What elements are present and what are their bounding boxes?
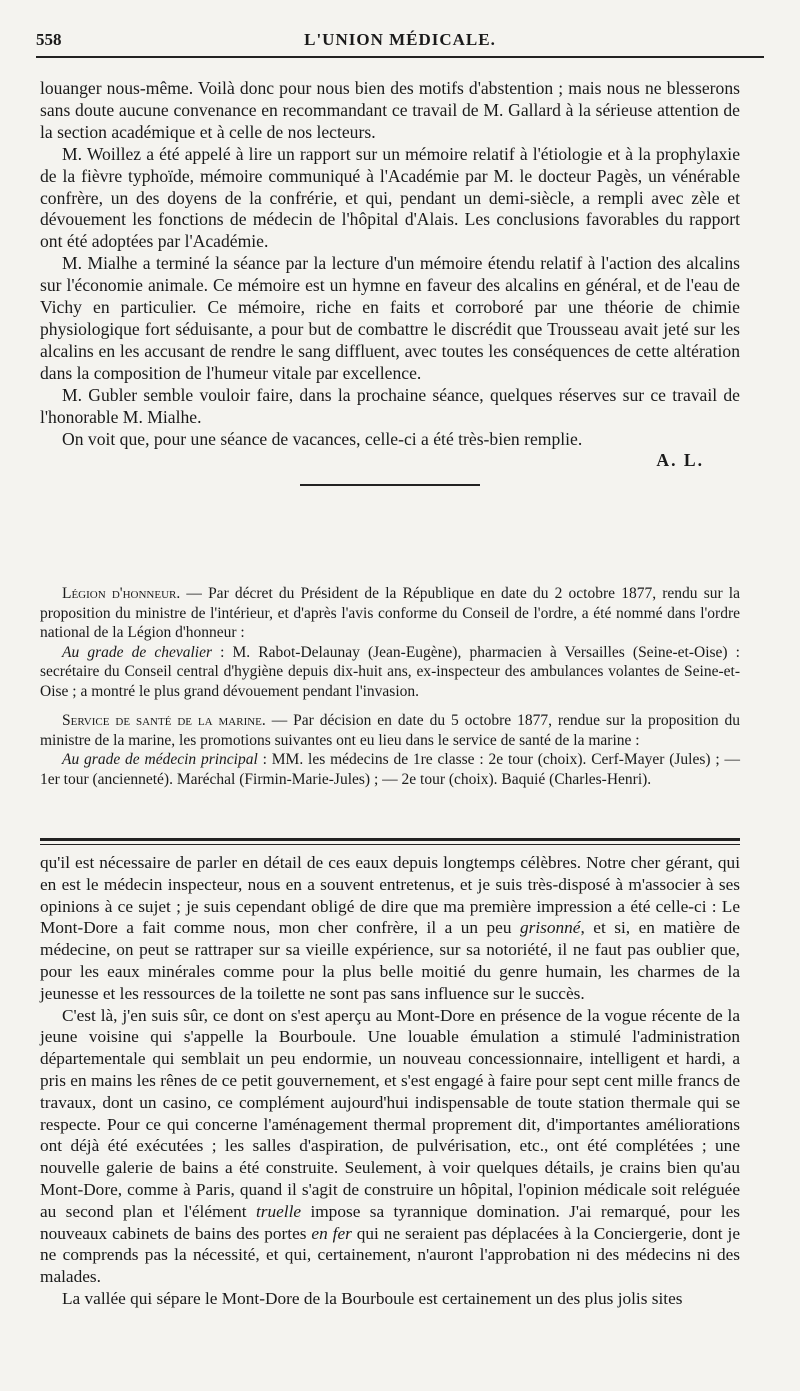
paragraph-mont-dore: qu'il est nécessaire de parler en détail de ces eaux depuis longtemps célèbres. Notre cher gérant, qui en est le médecin inspecteur, nous en a souvent entretenus, et je suis très-disposé à m'associer à ses opinions à ce sujet ; je suis cependant obligé de dire que ma première impression a été celle-ci : Le Mont-Dore a fait comme nous, mon cher confrère, il a un peu grisonné, et si, en matière de médecine, on peut se rattraper sur sa vieille expérience, sur sa notoriété, il ne faut pas oublier que, pour les eaux minérales comme pour la plus belle moitié du genre humain, les charmes de la jeunesse et les ressources de la toilette ne sont pas sans influence sur le succès. bbox=[40, 853, 740, 1003]
marine-text: — Par décision en date du 5 octobre 1877, rendue sur la proposition du ministre de la marine, les promotions suivantes ont eu lieu dans le service de santé de la marine : bbox=[40, 712, 740, 749]
paragraph-gubler: M. Gubler semble vouloir faire, dans la prochaine séance, quelques réserves sur ce travail de l'honorable M. Mialhe. bbox=[40, 384, 740, 427]
author-signature: A. L. bbox=[656, 450, 704, 471]
legion-honneur-text: — Par décret du Président de la République en date du 2 octobre 1877, rendu sur la proposition du ministre de l'intérieur, et d'après l'avis conforme du Conseil de l'ordre, a été nommé dans l'ordre national de la Légion d'honneur : bbox=[40, 585, 740, 641]
marine-notice bbox=[40, 711, 740, 750]
paragraph-conclusion: On voit que, pour une séance de vacances, celle-ci a été très-bien remplie. bbox=[62, 428, 583, 449]
feuilleton-divider bbox=[40, 838, 740, 845]
feuilleton-section bbox=[40, 852, 740, 1310]
chevalier-label: Au grade de chevalier bbox=[62, 643, 212, 661]
legion-honneur-heading: Légion d'honneur. bbox=[62, 585, 181, 602]
paragraph-bourboule: C'est là, j'en suis sûr, ce dont on s'est aperçu au Mont-Dore en présence de la vogue récente de la jeune voisine qui s'appelle la Bourboule. Une louable émulation a stimulé l'administration départementale qui semblait un peu endormie, un nouveau concessionnaire, intelligent et hardi, a pris en mains les rênes de ce petit gouvernement, et s'est engagé à faire pour sept cent mille francs de travaux, dont un casino, ce complément aujourd'hui indispensable de toute station thermale qui se respecte. Pour ce qui concerne l'aménagement thermal proprement dit, d'importantes améliorations ont déjà été exécutées ; les salles d'aspiration, de pulvérisation, etc., ont été complétées ; une nouvelle galerie de bains a été construite. Seulement, à voir quelques détails, je crains bien qu'au Mont-Dore, comme à Paris, quand il s'agit de construire un hôpital, l'opinion médicale soit reléguée au second plan et l'élément truelle impose sa tyrannique domination. J'ai remarqué, pour les nouveaux cabinets de bains des portes en fer qui ne seraient pas déplacées à la Conciergerie, dont je ne comprends pas la nécessité, et qui, certainement, n'auront l'approbation ni des médecins ni des malades. bbox=[40, 1005, 740, 1287]
notices-section bbox=[40, 584, 740, 789]
paragraph-gallard: louanger nous-même. Voilà donc pour nous bien des motifs d'abstention ; mais nous ne blesserons sans doute aucune convenance en recommandant ce travail de M. Gallard à la sérieuse attention de la section académique et à celle de nos lecteurs. bbox=[40, 78, 740, 142]
legion-honneur-notice bbox=[40, 584, 740, 643]
paragraph-mialhe: M. Mialhe a terminé la séance par la lecture d'un mémoire étendu relatif à l'action des alcalins sur l'économie animale. Ce mémoire est un hymne en faveur des alcalins en général, et de l'eau de Vichy en particulier. Ce mémoire, riche en faits et corroboré par une théorie de chimie physiologique fort séduisante, a pour but de combattre le discrédit que Trousseau avait jeté sur les alcalins en les accusant de rendre le sang diffluent, avec toutes les conséquences de cette altération dans la composition de l'humeur vitale par excellence. bbox=[40, 253, 740, 383]
paragraph-vallee: La vallée qui sépare le Mont-Dore de la Bourboule est certainement un des plus jolis sites bbox=[62, 1288, 683, 1308]
paragraph-woillez: M. Woillez a été appelé à lire un rapport sur un mémoire relatif à l'étiologie et à la prophylaxie de la fièvre typhoïde, mémoire communiqué à l'Académie par M. le docteur Pagès, un vénérable confrère, un des doyens de la confrérie, et qui, pendant un demi-siècle, a rempli avec zèle et dévouement les fonctions de médecin de l'hôpital d'Alais. Les conclusions favorables du rapport ont été adoptées par l'Académie. bbox=[40, 143, 740, 252]
academy-report-section bbox=[40, 78, 740, 486]
page-number: 558 bbox=[36, 30, 62, 49]
chevalier-notice bbox=[40, 643, 740, 702]
medecin-principal-text: : MM. les médecins de 1re classe : 2e tour (choix). Cerf-Mayer (Jules) ; — 1er tour (ancienneté). Maréchal (Firmin-Marie-Jules) ; — 2e tour (choix). Baquié (Charles-Henri). bbox=[40, 751, 740, 788]
running-title: L'UNION MÉDICALE. bbox=[304, 30, 496, 49]
page-header bbox=[36, 28, 764, 58]
marine-heading: Service de santé de la marine. bbox=[62, 712, 266, 729]
chevalier-text: : M. Rabot-Delaunay (Jean-Eugène), pharmacien à Versailles (Seine-et-Oise) : secrétaire du Conseil central d'hygiène depuis dix-huit ans, ex-inspecteur des ambulances volantes de Seine-et-Oise ; a montré le plus grand dévouement pendant l'invasion. bbox=[40, 643, 740, 700]
section-divider bbox=[300, 484, 480, 486]
medecin-principal-label: Au grade de médecin principal bbox=[62, 751, 258, 768]
medecin-principal-notice bbox=[40, 750, 740, 789]
